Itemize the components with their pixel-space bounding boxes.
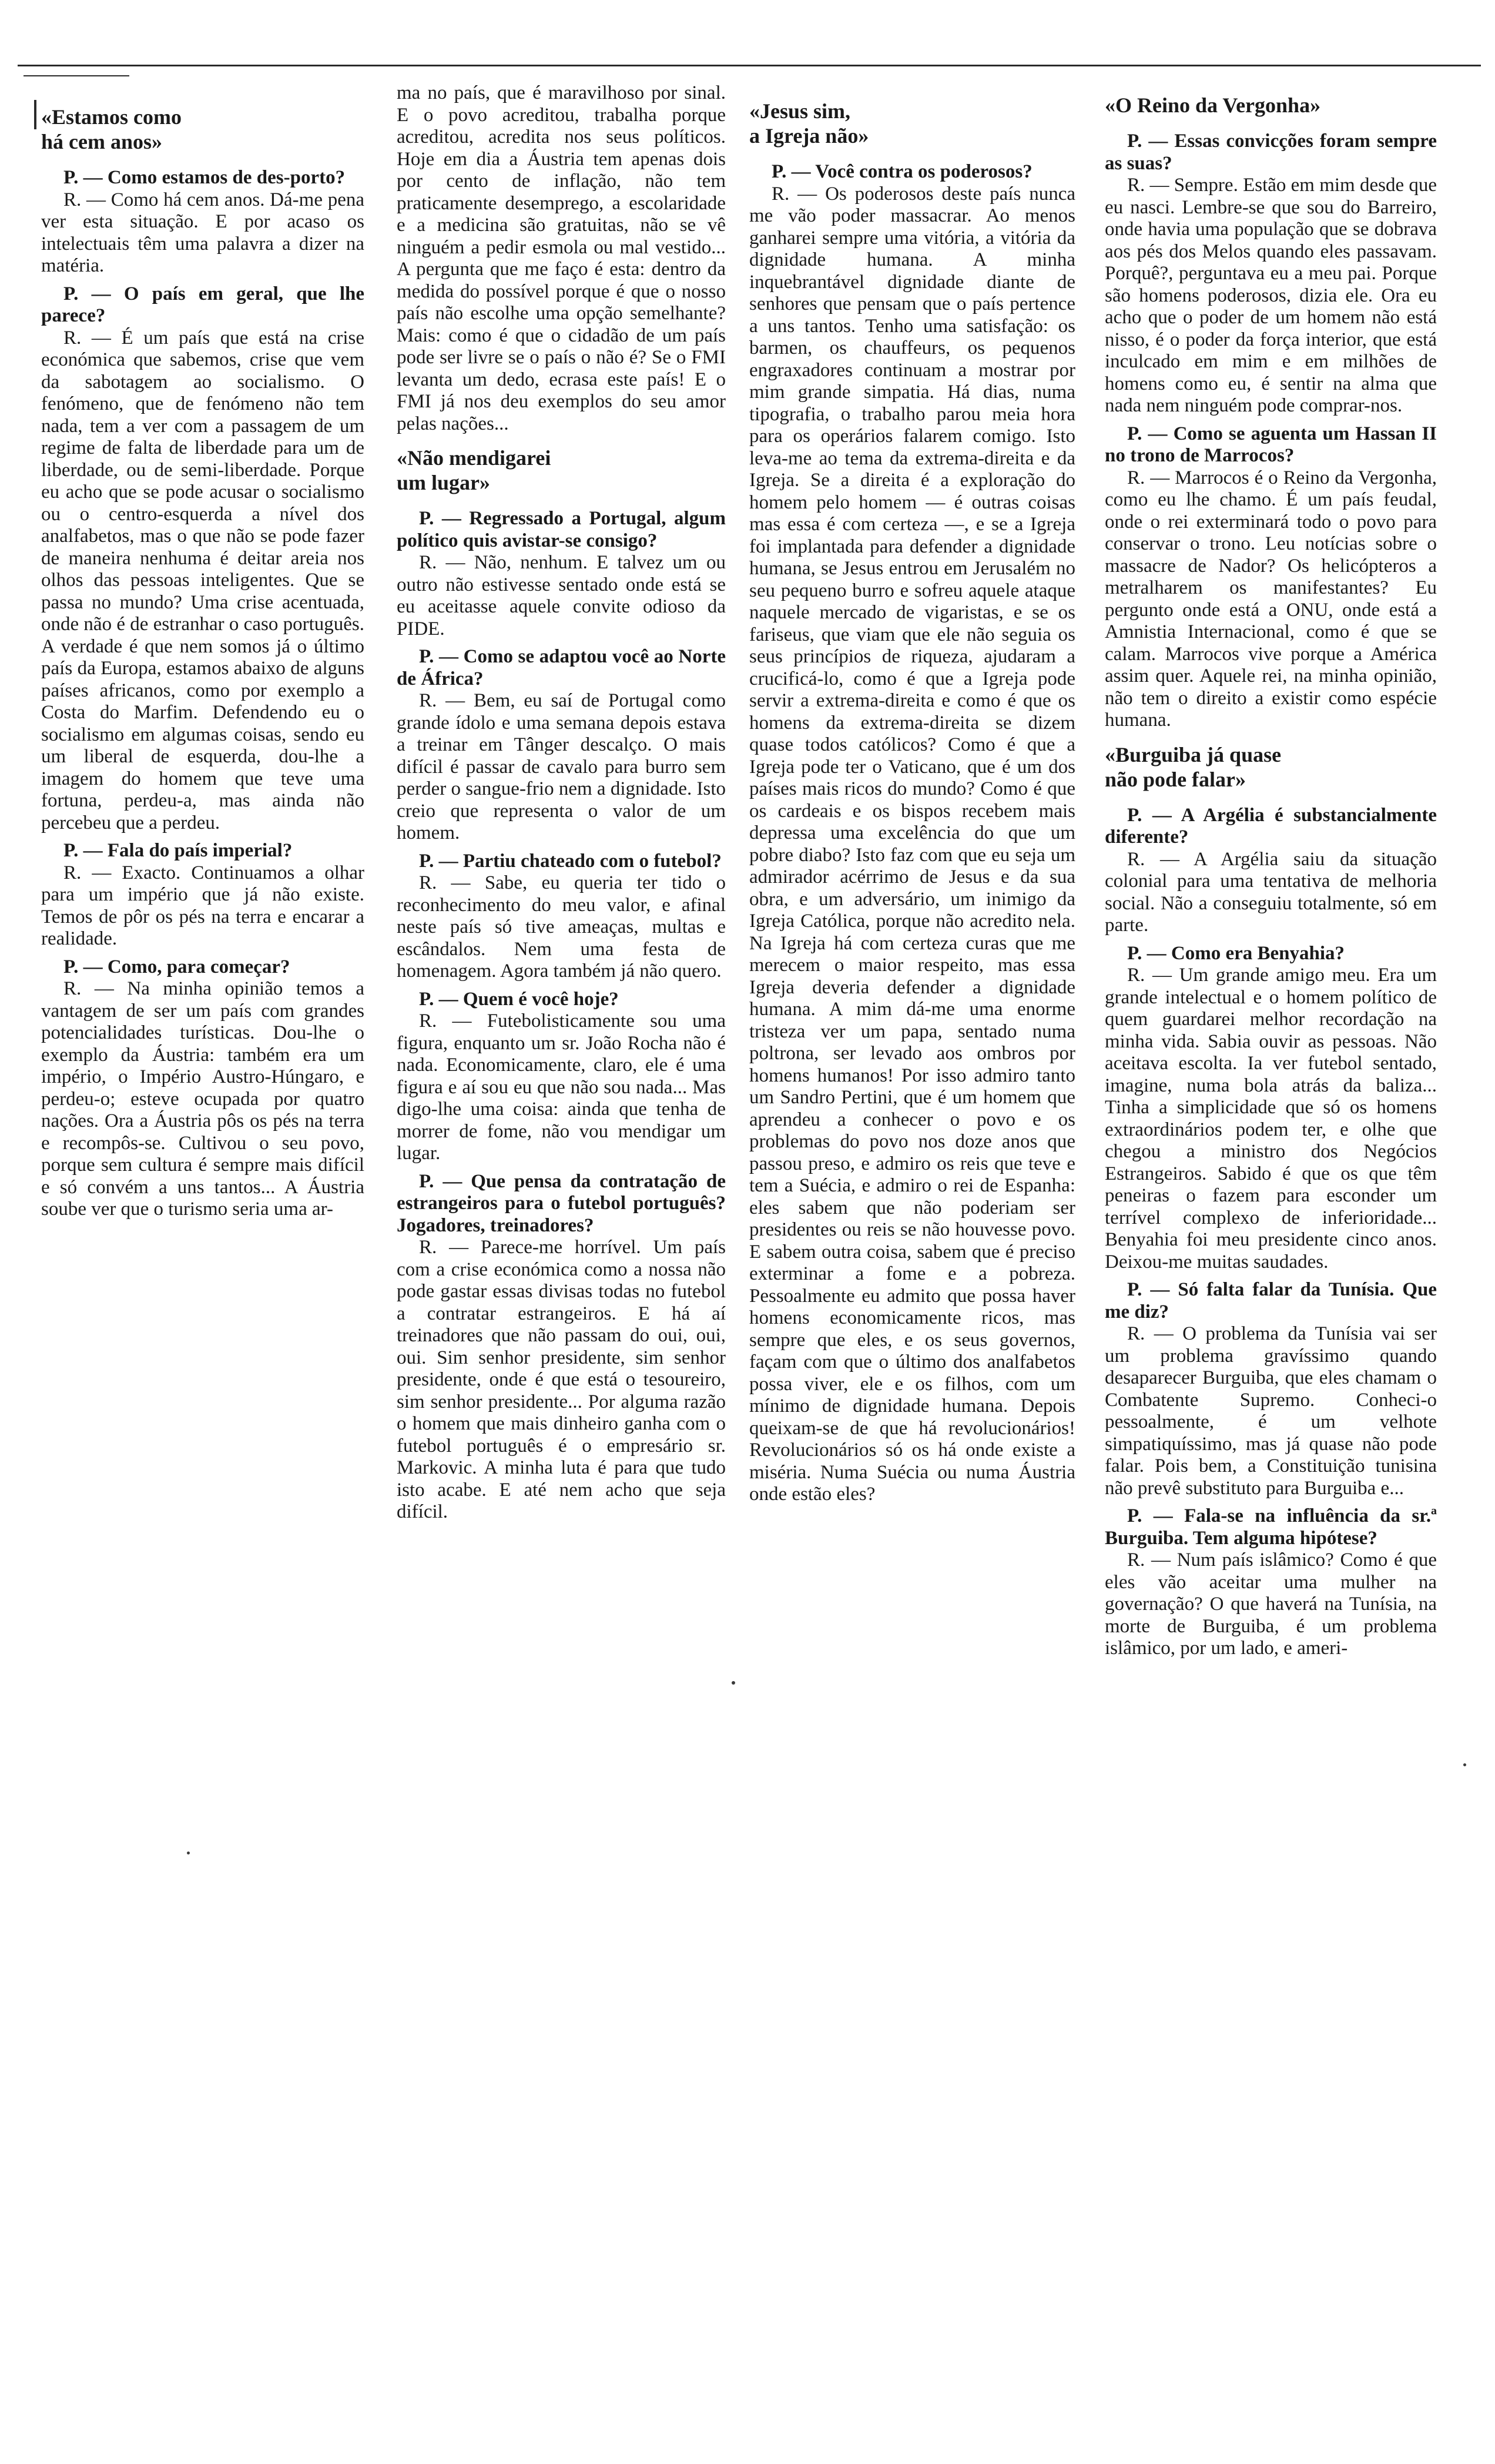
interview-question: P. — A Argélia é substancialmente diferente? bbox=[1105, 804, 1437, 848]
column-2 bbox=[397, 82, 726, 1524]
scan-speck bbox=[732, 1681, 735, 1685]
interview-question: P. — Que pensa da contratação de estrangeiros para o futebol português? Jogadores, treinadores? bbox=[397, 1170, 726, 1236]
section-heading-line: «Jesus sim, bbox=[749, 99, 851, 123]
left-margin-mark bbox=[34, 100, 36, 129]
interview-question: P. — Como se aguenta um Hassan II no trono de Marrocos? bbox=[1105, 423, 1437, 466]
interview-answer: R. — Marrocos é o Reino da Vergonha, como eu lhe chamo. É um país feudal, onde o rei exterminará todo o povo para conservar o trono. Leu notícias sobre o massacre de Nador? Os helicópteros a metralharem os manifestantes? Eu pergunto onde está a ONU, onde está a Amnistia Internacional, como é que se calam. Marrocos vive porque a América assim quer. Aquele rei, na minha opinião, não tem o direito a existir como espécie humana. bbox=[1105, 467, 1437, 731]
interview-answer: R. — Futebolisticamente sou uma figura, enquanto um sr. João Rocha não é nada. Economicamente, claro, ele é uma figura e aí sou eu que não sou nada... Mas digo-lhe uma coisa: ainda que tenha de morrer de fome, não vou mendigar um lugar. bbox=[397, 1010, 726, 1164]
scan-speck bbox=[1463, 1763, 1466, 1766]
interview-answer: R. — Sabe, eu queria ter tido o reconhecimento do meu valor, e afinal neste país só tive ameaças, multas e escândalos. Nem uma festa de homenagem. Agora também já não quero. bbox=[397, 872, 726, 982]
column-4 bbox=[1105, 82, 1437, 1660]
top-rule-fragment bbox=[24, 75, 129, 76]
section-heading-line: «Não mendigarei bbox=[397, 446, 551, 470]
continued-paragraph: ma no país, que é maravilhoso por sinal. E o povo acreditou, trabalha porque acreditou, acredita nos seus políticos. Hoje em dia a Áustria tem apenas dois por cento de inflação, não tem praticamente desemprego, a escolaridade e a medicina são gratuitas, não se vê ninguém a pedir esmola ou mal vestido... A pergunta que me faço é esta: dentro da medida do possível porque é que o nosso país não escolhe uma opção semelhante? Mais: como é que o cidadão de um país pode ser livre se o país o não é? Se o FMI levanta um dedo, ecrasa este país! E o FMI já nos deu exemplos do seu amor pelas nações... bbox=[397, 82, 726, 434]
scan-speck bbox=[187, 1852, 190, 1854]
interview-question: P. — O país em geral, que lhe parece? bbox=[41, 283, 364, 326]
interview-answer: R. — Sempre. Estão em mim desde que eu nasci. Lembre-se que sou do Barreiro, onde havia uma população que se dobrava aos pés dos Melos quando eles passavam. Porquê?, perguntava eu a meu pai. Porque são homens poderosos, dizia ele. Ora eu acho que o poder de um homem não está nisso, é o poder da força interior, que está inculcado em mim e em milhões de homens como eu, é sentir na alma que nada nem ninguém pode comprar-nos. bbox=[1105, 175, 1437, 416]
interview-answer: R. — A Argélia saiu da situação colonial para uma tentativa de melhoria social. Não a conseguiu totalmente, só em parte. bbox=[1105, 848, 1437, 936]
section-heading bbox=[1105, 93, 1437, 118]
interview-answer: R. — Não, nenhum. E talvez um ou outro não estivesse sentado onde está se eu aceitasse aquele convite odioso da PIDE. bbox=[397, 552, 726, 640]
section-heading-line: a Igreja não» bbox=[749, 124, 869, 148]
interview-answer: R. — Parece-me horrível. Um país com a crise económica como a nossa não pode gastar essas divisas todas no futebol a contratar estrangeiros. E há aí treinadores que não passam do oui, oui, oui. Sim senhor presidente, sim senhor presidente, onde é que está o tesoureiro, sim senhor presidente... Por alguma razão o homem que mais dinheiro ganha com o futebol português é o empresário sr. Markovic. A minha luta é para que tudo isto acabe. E até nem acho que seja difícil. bbox=[397, 1237, 726, 1522]
interview-question: P. — Como era Benyahia? bbox=[1127, 942, 1345, 964]
section-heading bbox=[749, 99, 1075, 148]
interview-question: P. — Partiu chateado com o futebol? bbox=[419, 850, 722, 872]
interview-question: P. — Como, para começar? bbox=[63, 956, 290, 977]
section-heading bbox=[397, 446, 726, 495]
interview-question: P. — Você contra os poderosos? bbox=[772, 161, 1033, 182]
section-heading-line: não pode falar» bbox=[1105, 767, 1246, 791]
interview-question: P. — Fala do país imperial? bbox=[63, 840, 293, 861]
interview-question: P. — Como se adaptou você ao Norte de África? bbox=[397, 646, 726, 689]
section-heading-line: há cem anos» bbox=[41, 130, 162, 153]
interview-answer: R. — Na minha opinião temos a vantagem de ser um país com grandes potencialidades turísticas. Dou-lhe o exemplo da Áustria: também era um império, o Império Austro-Húngaro, e perdeu-o; esteve ocupada por quatro nações. Ora a Áustria pôs os pés na terra e recompôs-se. Cultivou o seu povo, porque sem cultura é sempre mais difícil e só convém a uns tantos... A Áustria soube ver que o turismo seria uma ar- bbox=[41, 978, 364, 1220]
column-3 bbox=[749, 88, 1075, 1506]
interview-answer: R. — Bem, eu saí de Portugal como grande ídolo e uma semana depois estava a treinar em Tânger descalço. O mais difícil é passar de cavalo para burro sem perder o sangue-frio nem a dignidade. Isto creio que representa o valor de um homem. bbox=[397, 690, 726, 843]
interview-question: P. — Como estamos de des-porto? bbox=[63, 167, 346, 188]
interview-answer: R. — Exacto. Continuamos a olhar para um império que já não existe. Temos de pôr os pés na terra e encarar a realidade. bbox=[41, 862, 364, 949]
interview-question: P. — Regressado a Portugal, algum político quis avistar-se consigo? bbox=[397, 508, 726, 551]
interview-question: P. — Essas convicções foram sempre as suas? bbox=[1105, 130, 1437, 174]
section-heading-line: «O Reino da Vergonha» bbox=[1105, 93, 1321, 117]
section-heading-line: «Burguiba já quase bbox=[1105, 742, 1282, 766]
interview-question: P. — Só falta falar da Tunísia. Que me diz? bbox=[1105, 1279, 1437, 1323]
interview-answer: R. — Os poderosos deste país nunca me vão poder massacrar. Ao menos ganharei sempre uma vitória, a vitória da dignidade humana. A minha inquebrantável dignidade diante de senhores que pensam que o país pertence a uns tantos. Tenho uma satisfação: os barmen, os chauffeurs, os pequenos engraxadores continuam a mostrar por mim grande simpatia. Há dias, numa tipografia, o trabalho parou meia hora para os operários falarem comigo. Isto leva-me ao tema da extrema-direita e da Igreja. Se a direita é a exploração do homem pelo homem — é outras coisas mas essa é com certeza —, e se a Igreja foi implantada para defender a dignidade humana, se Jesus entrou em Jerusalém no seu pequeno burro e sofreu aquele ataque naquele mercado de vigaristas, e se os fariseus, que viam que ele não seguia os seus princípios de riqueza, ajudaram a crucificá-lo, como é que a Igreja pode servir a extrema-direita e como é que os homens da extrema-direita se dizem quase todos católicos? Como é que a Igreja pode ter o Vaticano, que é um dos países mais ricos do mundo? Como é que os cardeais e os bispos recebem mais depressa uma excelência do que um pobre diabo? Isto faz com que eu seja um admirador acérrimo de Jesus e da sua obra, e um adversário, um inimigo da Igreja Católica, porque não acredito nela. Na Igreja há com certeza curas que me merecem o maior respeito, mas essa Igreja deveria defender a dignidade humana. A mim dá-me uma enorme tristeza ver um papa, sentado numa poltrona, ser levado aos ombros por homens humanos! Por isso admiro tanto um Sandro Pertini, que é um homem que aprendeu a conhecer o povo e os problemas do povo nos doze anos que passou preso, e admiro os reis que teve e tem a Suécia, e admiro o rei de Espanha: eles sabem que não poderiam ser presidentes ou reis se não houvesse povo. E sabem outra coisa, sabem que é preciso exterminar a fome e a pobreza. Pessoalmente eu admito que possa haver homens economicamente ricos, mas sempre que eles, e os seus governos, façam com que o último dos analfabetos possa viver, ele e os filhos, com um mínimo de dignidade humana. Depois queixam-se de que há revolucionários! Revolucionários só os há onde existe a miséria. Numa Suécia ou numa Áustria onde estão eles? bbox=[749, 183, 1075, 1505]
column-1 bbox=[41, 94, 364, 1221]
interview-answer: R. — É um país que está na crise económica que sabemos, crise que vem da sabotagem ao socialismo. O fenómeno, que de fenómeno não tem nada, tem a ver com a passagem de um regime de falta de liberdade para um de liberdade, ou de semi-liberdade. Porque eu acho que se pode acusar o socialismo ou o centro-esquerda a nível dos analfabetos, mas o que não se pode fazer de maneira nenhuma é deitar areia nos olhos das pessoas inteligentes. Que se passa no mundo? Uma crise acentuada, onde não é de estranhar o caso português. A verdade é que nem somos já o último país da Europa, estamos abaixo de alguns países africanos, como por exemplo a Costa do Marfim. Defendendo eu o socialismo em algumas coisas, sendo eu um liberal de esquerda, dou-lhe a imagem do homem que teve uma fortuna, perdeu-a, mas ainda não percebeu que a perdeu. bbox=[41, 327, 364, 833]
interview-answer: R. — Num país islâmico? Como é que eles vão aceitar uma mulher na governação? O que haverá na Tunísia, na morte de Burguiba, é um problema islâmico, por um lado, e ameri- bbox=[1105, 1549, 1437, 1659]
interview-answer: R. — Como há cem anos. Dá-me pena ver esta situação. E por acaso os intelectuais têm uma palavra a dizer na matéria. bbox=[41, 189, 364, 276]
section-heading bbox=[1105, 742, 1437, 792]
interview-answer: R. — O problema da Tunísia vai ser um problema gravíssimo quando desaparecer Burguiba, que eles chamam o Combatente Supremo. Conheci-o pessoalmente, é um velhote simpatiquíssimo, mas já quase não pode falar. Pois bem, a Constituição tunisina não prevê substituto para Burguiba e... bbox=[1105, 1323, 1437, 1499]
interview-question: P. — Quem é você hoje? bbox=[419, 988, 619, 1010]
top-rule bbox=[18, 65, 1481, 66]
interview-answer: R. — Um grande amigo meu. Era um grande intelectual e o homem político de quem guardarei melhor recordação na minha vida. Sabia ouvir as pessoas. Não aceitava escolta. Ia ver futebol sentado, imagine, numa bola atrás da baliza... Tinha a simplicidade que só os homens extraordinários podem ter, e olhe que chegou a ministro dos Negócios Estrangeiros. Sabido é que os que têm peneiras o fazem para esconder um terrível complexo de inferioridade... Benyahia foi meu presidente cinco anos. Deixou-me muitas saudades. bbox=[1105, 965, 1437, 1273]
interview-question: P. — Fala-se na influência da sr.ª Burguiba. Tem alguma hipótese? bbox=[1105, 1505, 1437, 1549]
section-heading-line: «Estamos como bbox=[41, 105, 182, 129]
section-heading-line: um lugar» bbox=[397, 471, 491, 494]
section-heading bbox=[41, 105, 364, 154]
